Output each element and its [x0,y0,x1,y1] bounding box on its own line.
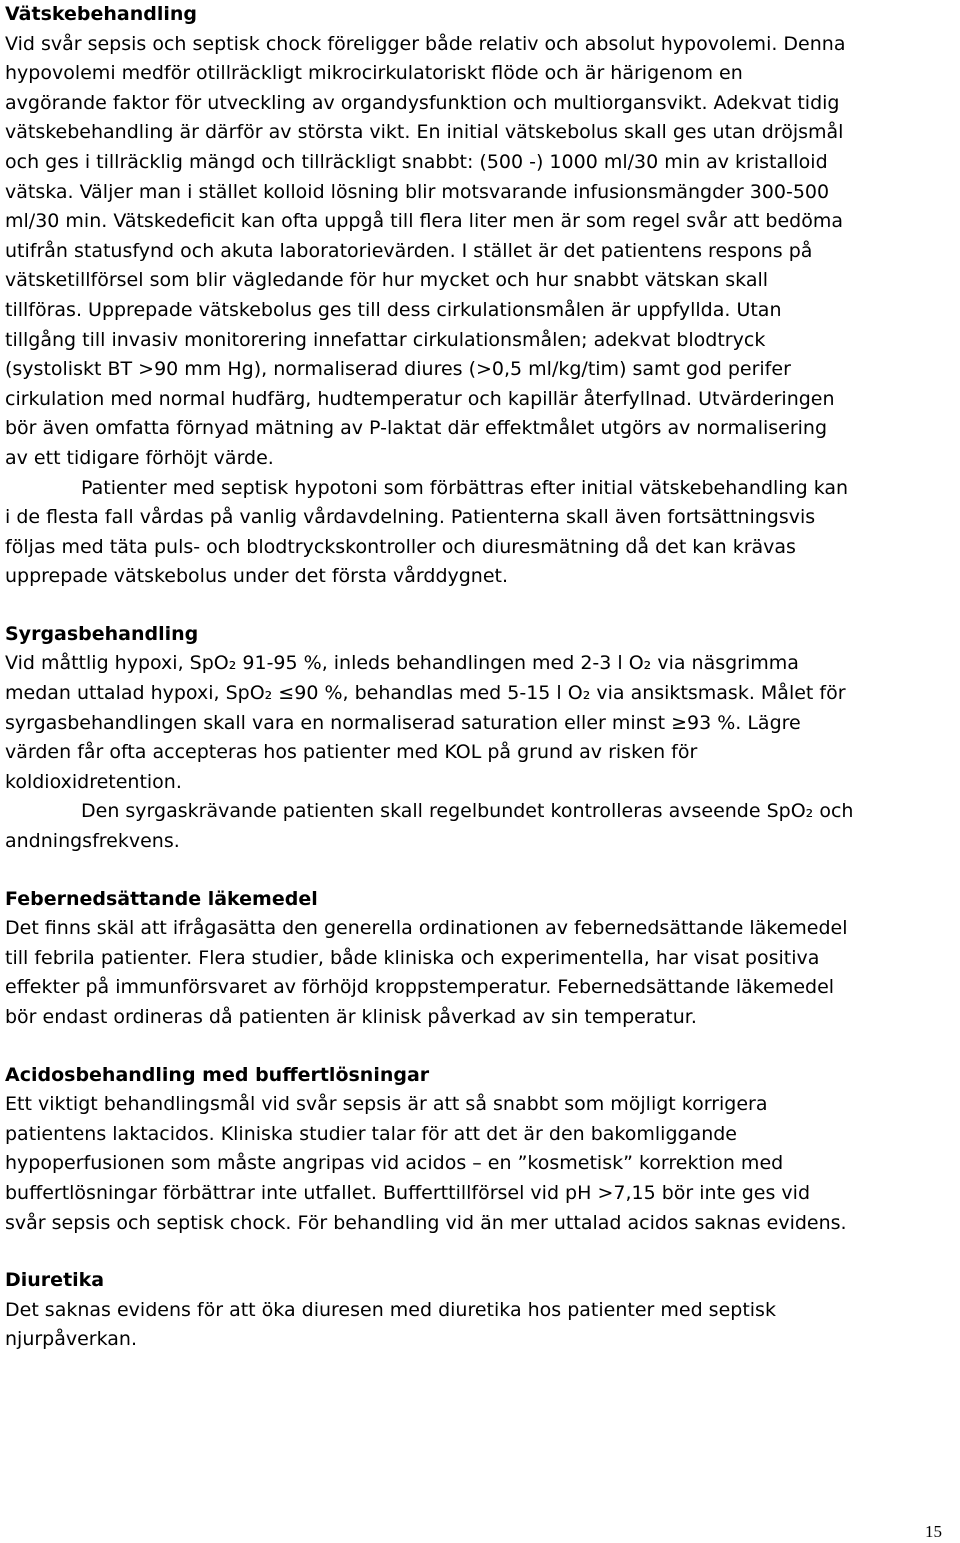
paragraph: Vid svår sepsis och septisk chock föreligger både relativ och absolut hypovolemi. Denna hypovolemi medför otillräckligt mikrocirkulatoriskt flöde och är härigenom en avgörande faktor för utveckling av organdysfunktion och multiorgansvikt. Adekvat tidig vätskebehandling är därför av största vikt. En initial vätskebolus skall ges utan dröjsmål och ges i tillräcklig mängd och tillräckligt snabbt: (500 -) 1000 ml/30 min av kristalloid vätska. Väljer man i stället kolloid lösning blir motsvarande infusionsmängder 300-500 ml/30 min. Vätskedeficit kan ofta uppgå till flera liter men är som regel svår att bedöma utifrån statusfynd och akuta laboratorievärden. I stället är det patientens respons på vätsketillförsel som blir vägledande för hur mycket och hur snabbt vätskan skall tillföras. Upprepade vätskebolus ges till dess cirkulationsmålen är uppfyllda. Utan tillgång till invasiv monitorering innefattar cirkulationsmålen; adekvat blodtryck (systoliskt BT >90 mm Hg), normaliserad diures (>0,5 ml/kg/tim) samt god perifer cirkulation med normal hudfärg, hudtemperatur och kapillär återfyllnad. Utvärderingen bör även omfatta förnyad mätning av P-laktat där effektmålet utgörs av normalisering av ett tidigare förhöjt värde. [5,32,846,469]
paragraph: Det saknas evidens för att öka diuresen med diuretika hos patienter med septisk njurpåverkan. [5,1298,776,1351]
section-spacer [5,1238,953,1266]
paragraph: Patienter med septisk hypotoni som förbättras efter initial vätskebehandling kan i de flesta fall vårdas på vanlig vårdavdelning. Patienterna skall även fortsättningsvis följas med täta puls- och blodtryckskontroller och diuresmätning då det kan krävas upprepade vätskebolus under det första vårddygnet. [5,476,849,588]
section-heading: Diuretika [5,1269,105,1292]
paragraph: Det finns skäl att ifrågasätta den generella ordinationen av febernedsättande läkemedel till febrila patienter. Flera studier, både kliniska och experimentella, har visat positiva effekter på immunförsvaret av förhöjd kroppstemperatur. Febernedsättande läkemedel bör endast ordineras då patienten är klinisk påverkad av sin temperatur. [5,917,848,1028]
section-heading: Vätskebehandling [5,3,198,25]
paragraph: Ett viktigt behandlingsmål vid svår sepsis är att så snabbt som möjligt korrigera patientens laktacidos. Kliniska studier talar för att det är den bakomliggande hypoperfusionen som måste angripas vid acidos – en ”kosmetisk” korrektion med buffertlösningar förbättrar inte utfallet. Bufferttillförsel vid pH >7,15 bör inte ges vid svår sepsis och septisk chock. För behandling vid än mer uttalad acidos saknas evidens. [5,1093,847,1234]
paragraph: Den syrgaskrävande patienten skall regelbundet kontrolleras avseende SpO₂ och andningsfrekvens. [5,800,854,853]
section-heading: Acidosbehandling med buffertlösningar [5,1063,430,1086]
section-diuretika [5,1266,953,1355]
section-spacer [5,857,953,885]
section-vatskebehandling [5,0,953,592]
section-syrgasbehandling [5,620,953,857]
document-page [5,0,953,1355]
section-spacer [5,1033,953,1061]
page-number: 15 [925,1522,942,1541]
section-acidosbehandling [5,1061,953,1239]
section-febernedsattande [5,885,953,1033]
section-heading: Syrgasbehandling [5,622,199,645]
paragraph: Vid måttlig hypoxi, SpO₂ 91-95 %, inleds behandlingen med 2-3 l O₂ via näsgrimma medan uttalad hypoxi, SpO₂ ≤90 %, behandlas med 5-15 l O₂ via ansiktsmask. Målet för syrgasbehandlingen skall vara en normaliserad saturation eller minst ≥93 %. Lägre värden får ofta accepteras hos patienter med KOL på grund av risken för koldioxidretention. [5,652,846,793]
section-spacer [5,592,953,620]
section-heading: Febernedsättande läkemedel [5,887,318,910]
